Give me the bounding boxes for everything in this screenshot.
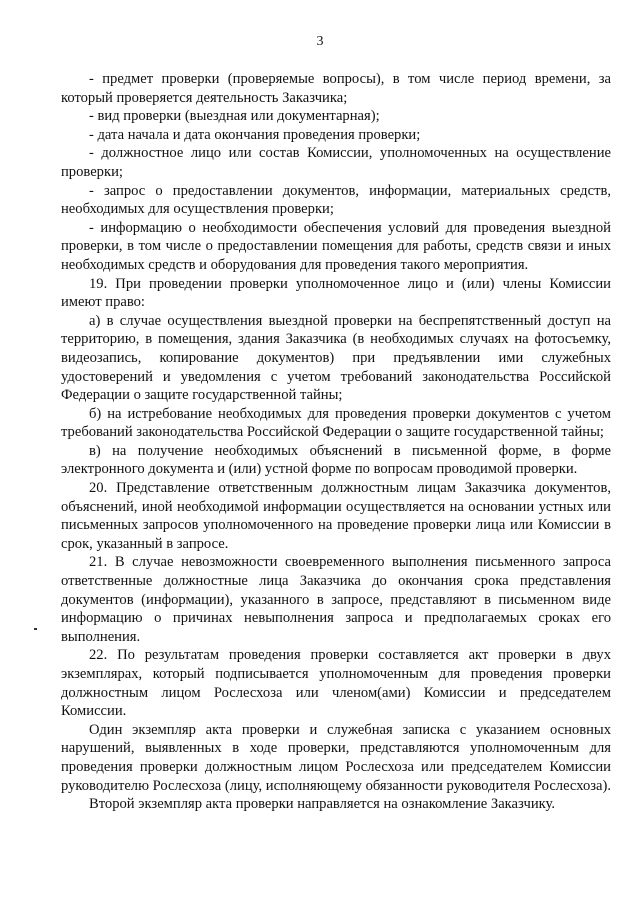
page-number: 3 xyxy=(316,34,324,49)
list-item-subject: - предмет проверки (проверяемые вопросы), в том числе период времени, за который проверяется деятельность Заказчика; xyxy=(61,71,611,106)
list-item-request: - запрос о предоставлении документов, информации, материальных средств, необходимых для осуществления проверки; xyxy=(61,182,611,218)
paragraph-19-a: а) в случае осуществления выездной проверки на беспрепятственный доступ на территорию, в помещения, здания Заказчика (в необходимых случаях на фотосъемку, видеозапись, копирование документов) при предъявлении ими служебных удостоверений и уведомления с учетом требований законодательства Российской Федерации о защите государственной тайны; xyxy=(61,312,611,404)
paragraph-22-copy-one: Один экземпляр акта проверки и служебная записка с указанием основных нарушений, выявленных в ходе проверки, представляются уполномоченным для проведения проверки должностным лицом Рослесхоза или председателем Комиссии руководителю Рослесхоза (лицу, исполняющему обязанности руководителя Рослесхоза). xyxy=(61,721,612,794)
scan-speck xyxy=(34,628,37,630)
paragraph-22-copy-two: Второй экземпляр акта проверки направляется на ознакомление Заказчику. xyxy=(89,796,556,813)
paragraph-20: 20. Представление ответственным должностным лицам Заказчика документов, объяснений, иной необходимой информации осуществляется на основании устных или письменных запросов уполномоченного на проведение проверки лица или Комиссии в срок, указанный в запросе. xyxy=(61,480,611,552)
list-item-dates: - дата начала и дата окончания проведения проверки; xyxy=(89,126,421,143)
paragraph-21: 21. В случае невозможности своевременного выполнения письменного запроса ответственные должностные лица Заказчика до окончания срока представления документов (информации), указанного в запросе, представляют в письменном виде информацию о причинах невыполнения запроса и предполагаемых сроках его выполнения. xyxy=(61,554,611,645)
list-item-officials: - должностное лицо или состав Комиссии, уполномоченных на осуществление проверки; xyxy=(61,145,611,180)
paragraph-22: 22. По результатам проведения проверки составляется акт проверки в двух экземплярах, который подписывается уполномоченным для проведения проверки должностным лицом Рослесхоза или членом(ами) Комиссии и председателем Комиссии. xyxy=(61,647,611,720)
paragraph-19-b: б) на истребование необходимых для проведения проверки документов с учетом требований законодательства Российской Федерации о защите государственной тайны; xyxy=(61,405,611,441)
paragraph-19: 19. При проведении проверки уполномоченное лицо и (или) члены Комиссии имеют право: xyxy=(61,275,611,311)
paragraph-19-v: в) на получение необходимых объяснений в письменной форме, в форме электронного документа и (или) устной форме по вопросам проводимой проверки. xyxy=(61,442,611,478)
document-body xyxy=(61,70,611,814)
list-item-conditions: - информацию о необходимости обеспечения условий для проведения выездной проверки, в том числе о предоставлении помещения для работы, средств связи и иных необходимых средств и оборудования для проведения такого мероприятия. xyxy=(61,219,611,273)
list-item-type: - вид проверки (выездная или документарная); xyxy=(89,108,380,125)
